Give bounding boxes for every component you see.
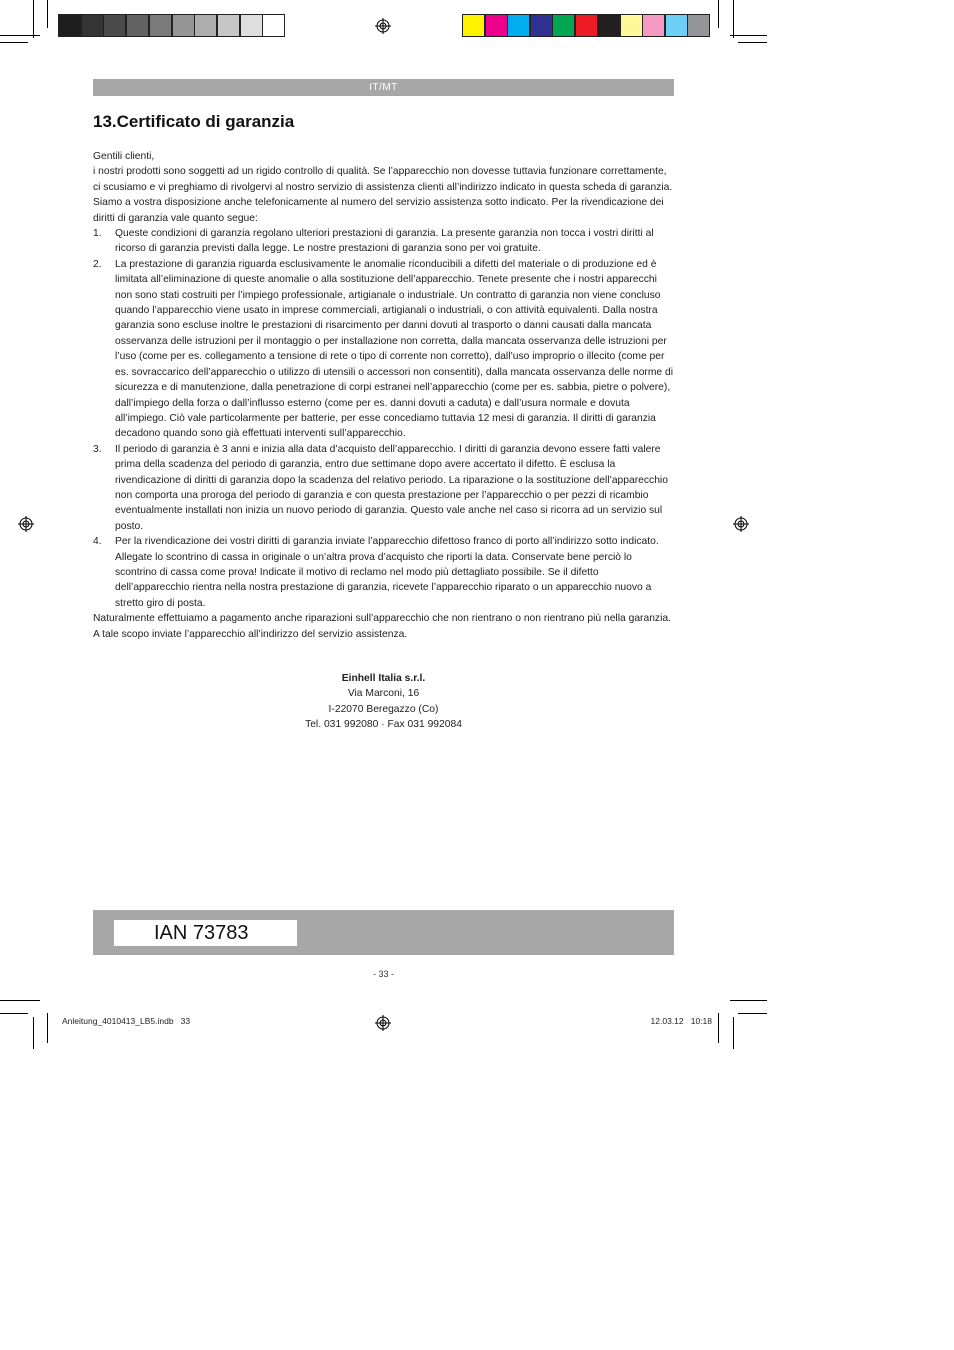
- crop-mark: [0, 35, 40, 36]
- language-header: IT/MT: [93, 79, 674, 96]
- greeting: Gentili clienti,: [93, 151, 155, 162]
- crop-mark: [47, 0, 48, 28]
- list-item: [93, 226, 674, 257]
- color-swatch: [687, 14, 710, 37]
- color-swatch: [575, 14, 598, 37]
- file-info: Anleitung_4010413_LB5.indb 33: [62, 1016, 191, 1026]
- crop-mark: [33, 0, 34, 38]
- registration-mark-icon: [733, 516, 749, 532]
- list-item: [93, 257, 674, 442]
- registration-mark-icon: [18, 516, 34, 532]
- color-swatch: [552, 14, 575, 37]
- color-swatch: [485, 14, 508, 37]
- gray-swatch: [240, 14, 263, 37]
- color-swatch: [462, 14, 485, 37]
- crop-mark: [0, 1013, 28, 1014]
- list-item-number: 1.: [93, 228, 102, 240]
- warranty-body: [93, 149, 674, 642]
- address-phone: Tel. 031 992080 · Fax 031 992084: [305, 719, 462, 731]
- color-swatch: [530, 14, 553, 37]
- gray-swatch: [172, 14, 195, 37]
- closing-paragraph: Naturalmente effettuiamo a pagamento anche riparazioni sull’apparecchio che non rientrano o non rientrano più nella garanzia. A tale scopo inviate l’apparecchio all’indirizzo del servizio assistenza.: [93, 613, 671, 640]
- registration-mark-icon: [375, 18, 391, 34]
- page-number: - 33 -: [372, 969, 394, 979]
- crop-mark: [0, 1000, 40, 1001]
- list-item-number: 3.: [93, 443, 102, 455]
- crop-mark: [733, 1017, 734, 1049]
- list-item-text: La prestazione di garanzia riguarda esclusivamente le anomalie riconducibili a difetti del materiale o di produzione ed è limitata all’eliminazione di queste anomalie o alla sostituzione dell’apparecchio. Tenete presente che i nostri apparecchi non sono stati costruiti per l’impiego professionale, artigianale o industriale. Un contratto di garanzia non viene concluso quando l’apparecchio viene usato in imprese commerciali, artigianali o industriali, o con attività equivalenti. Dalla nostra garanzia sono escluse inoltre le prestazioni di risarcimento per danni dovuti al trasporto o danni causati dalla mancata osservanza delle istruzioni per il montaggio o per installazione non corretta, dalla mancata osservanza delle istruzioni per l’uso (come per es. collegamento a tensione di rete o tipo di corrente non corretto), dall’uso improprio o illecito (come per es. sovraccarico dell’apparecchio o utilizzo di utensili o accessori non consentiti), dalla mancata osservanza delle norme di sicurezza e di manutenzione, dalla penetrazione di corpi estranei nell’apparecchio (come per es. sabbia, pietre o polvere), dall’impiego della forza o dall’influsso esterno (come per es. danni dovuti a caduta) e dall’usura normale e dovuta all’impiego. Ciò vale particolarmente per batterie, per esse concediamo tuttavia 12 mesi di garanzia. Il diritti di garanzia decadono quando sono già effettuati interventi sull’apparecchio.: [115, 258, 674, 440]
- gray-swatch: [149, 14, 172, 37]
- section-title: 13.Certificato di garanzia: [93, 112, 295, 131]
- crop-mark: [730, 1000, 767, 1001]
- list-item: [93, 534, 674, 611]
- gray-swatch: [81, 14, 104, 37]
- gray-swatch: [103, 14, 126, 37]
- color-swatch: [665, 14, 688, 37]
- list-item-number: 2.: [93, 258, 102, 270]
- crop-mark: [738, 42, 767, 43]
- service-address: [93, 671, 674, 733]
- color-swatch: [597, 14, 620, 37]
- crop-mark: [718, 1013, 719, 1043]
- list-item: [93, 442, 674, 534]
- gray-swatch: [217, 14, 240, 37]
- company-name: Einhell Italia s.r.l.: [341, 673, 426, 684]
- list-item-text: Il periodo di garanzia è 3 anni e inizia alla data d’acquisto dell’apparecchio. I diritti di garanzia devono essere fatti valere prima della scadenza del periodo di garanzia, entro due settimane dopo avere accertato il difetto. È esclusa la rivendicazione di diritti di garanzia dopo la scadenza del relativo periodo. La riparazione o la sostituzione dell’apparecchio non comporta una proroga del periodo di garanzia e con questa prestazione per l’apparecchio o per pezzi di ricambio eventualmente installati non inizia un nuovo periodo di garanzia. Questo vale anche nel caso si ricorra ad un servizio sul posto.: [115, 443, 668, 532]
- list-item-text: Per la rivendicazione dei vostri diritti di garanzia inviate l’apparecchio difettoso franco di porto all’indirizzo sotto indicato. Allegate lo scontrino di cassa in originale o un’altra prova d’acquisto che riporti la data. Conservate bene perciò lo scontrino di cassa come prova! Indicate il motivo di reclamo nel modo più dettagliato possibile. Se il difetto dell’apparecchio rientra nella nostra prestazione di garanzia, ricevete l’apparecchio riparato o un apparecchio nuovo a stretto giro di posta.: [115, 536, 659, 609]
- address-street: Via Marconi, 16: [347, 688, 420, 700]
- print-date: 12.03.12 10:18: [650, 1016, 712, 1026]
- crop-mark: [733, 0, 734, 38]
- gray-swatch: [58, 14, 81, 37]
- gray-swatch: [126, 14, 149, 37]
- intro-paragraph: i nostri prodotti sono soggetti ad un rigido controllo di qualità. Se l’apparecchio non dovesse tuttavia funzionare correttamente, ci scusiamo e vi preghiamo di rivolgervi al nostro servizio di assistenza clienti all’indirizzo indicato in questa scheda di garanzia. Siamo a vostra disposizione anche telefonicamente al numero del servizio assistenza sotto indicato. Per la rivendicazione dei diritti di garanzia vale quanto segue:: [93, 166, 673, 224]
- crop-mark: [730, 35, 767, 36]
- crop-mark: [33, 1017, 34, 1049]
- address-city: I-22070 Beregazzo (Co): [328, 703, 439, 715]
- list-item-text: Queste condizioni di garanzia regolano ulteriori prestazioni di garanzia. La presente garanzia non tocca i vostri diritti al ricorso di garanzia previsti dalla legge. Le nostre prestazioni di garanzia sono per voi gratuite.: [115, 228, 654, 255]
- conditions-list: [93, 226, 674, 611]
- color-swatch: [642, 14, 665, 37]
- ian-label: IAN 73783: [114, 920, 297, 946]
- gray-swatch: [194, 14, 217, 37]
- crop-mark: [738, 1013, 767, 1014]
- color-swatch: [507, 14, 530, 37]
- crop-mark: [718, 0, 719, 28]
- crop-mark: [0, 42, 28, 43]
- list-item-number: 4.: [93, 536, 102, 548]
- registration-mark-icon: [375, 1015, 391, 1031]
- color-swatch: [620, 14, 643, 37]
- ian-bar: [93, 910, 674, 955]
- crop-mark: [47, 1013, 48, 1043]
- gray-swatch: [262, 14, 285, 37]
